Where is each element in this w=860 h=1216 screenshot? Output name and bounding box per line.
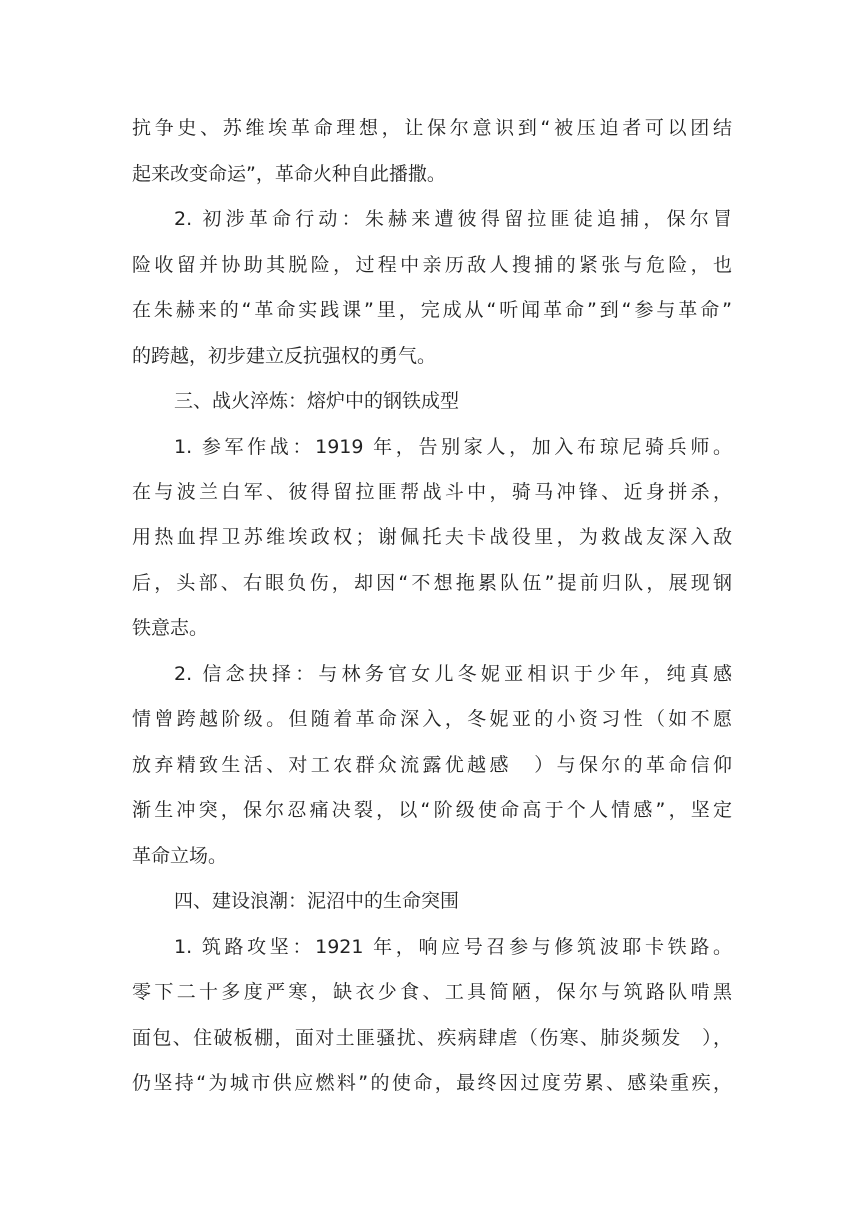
text-line: 面包、住破板棚，面对土匪骚扰、疾病肆虐（伤寒、肺炎频发 ）， (132, 1027, 732, 1049)
text-line: 2. 信念抉择：与林务官女儿冬妮亚相识于少年，纯真感 (174, 663, 732, 685)
text-line: 后，头部、右眼负伤，却因“不想拖累队伍”提前归队，展现钢 (132, 572, 732, 594)
text-line: 2. 初涉革命行动：朱赫来遭彼得留拉匪徒追捕，保尔冒 (174, 208, 732, 230)
text-line: 铁意志。 (132, 617, 209, 639)
text-line: 渐生冲突，保尔忍痛决裂，以“阶级使命高于个人情感”，坚定 (132, 799, 732, 821)
text-line: 在与波兰白军、彼得留拉匪帮战斗中，骑马冲锋、近身拼杀， (132, 481, 732, 503)
text-line: 1. 筑路攻坚：1921 年，响应号召参与修筑波耶卡铁路。 (174, 936, 732, 958)
text-line: 革命立场。 (132, 845, 228, 867)
text-line: 情曾跨越阶级。但随着革命深入，冬妮亚的小资习性（如不愿 (132, 708, 732, 730)
text-line: 抗争史、苏维埃革命理想，让保尔意识到“被压迫者可以团结 (132, 117, 732, 139)
text-line: 1. 参军作战：1919 年，告别家人，加入布琼尼骑兵师。 (174, 436, 732, 458)
text-line: 起来改变命运”，革命火种自此播撒。 (132, 163, 446, 185)
section-heading: 四、建设浪潮：泥沼中的生命突围 (174, 890, 460, 912)
section-heading: 三、战火淬炼：熔炉中的钢铁成型 (174, 390, 460, 412)
text-line: 放弃精致生活、对工农群众流露优越感 ）与保尔的革命信仰 (132, 754, 732, 776)
text-line: 的跨越，初步建立反抗强权的勇气。 (132, 345, 437, 367)
text-line: 险收留并协助其脱险，过程中亲历敌人搜捕的紧张与危险，也 (132, 254, 732, 276)
text-line: 在朱赫来的“革命实践课”里，完成从“听闻革命”到“参与革命” (132, 299, 732, 321)
text-line: 用热血捍卫苏维埃政权；谢佩托夫卡战役里，为救战友深入敌 (132, 526, 732, 548)
text-line: 零下二十多度严寒，缺衣少食、工具简陋，保尔与筑路队啃黑 (132, 981, 732, 1003)
text-line: 仍坚持“为城市供应燃料”的使命，最终因过度劳累、感染重疾， (132, 1072, 732, 1094)
